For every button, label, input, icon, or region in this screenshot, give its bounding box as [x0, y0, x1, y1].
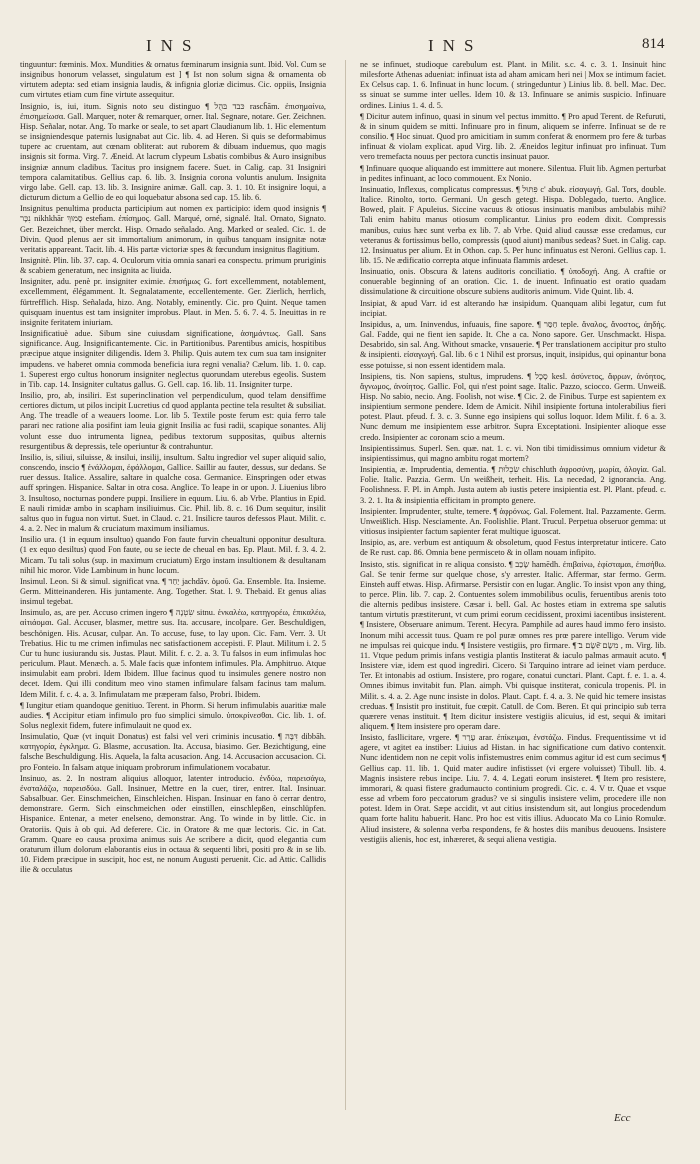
- dictionary-entry: Insisto, stis. significat in re aliqua consisto. ¶ שָׂכַב hamēdh. ἐπιβαίνω, ἐφίσταμαι, ἐπισήθω. Gal. Se tenir ferme sur quelque chose, s'y arrester. Italic. Affermar, star fermo. Germ. Einsteh auff etwas. Hisp. Afirmarse. Persistir con en lugar. Anglic. To insist vpon any thing, to perce. Plin. lib. 7. cap. 2. Contuentes solem immobilibus oculis, feruentibus arenis toto die alternis pedibus insistere. Cæsar i. bell. Gal. Ac hostes etiam in extrema spe salutis tantum virtutis præstiterunt, vt cum primi eorum cecidissent, proximi iacentibus insisterent. ¶ Insistere, Obseruare animum. Terent. Hecyra. Pamphile ad aures haud immo fero insisto. Inonum mihi accessit tuus. Quam re pol puræ omnes res prœ parere intelligo. Verum vide ne impulsas rei quicque indu. ¶ Insistere vestigiis, pro firmare. ¶ שָׂם ב̄ē̄ מִשָׂם , m. Virg. lib. 11. Vtque pedum primis infans vestigia plantis Institerat & iaculo palmas armauit acuto. ¶ Insistere viæ, idem est quod ingrediri. Cicero. Si Tarquino intrare ad ieinet viam perduce. Ter. Et intonabis ad ostium. Insistere, pro rogare, conatui cunctari. Plant. Capt. f. e. 1. a. 4. Omnes ibimus invitabit fun. Plan. aimph. Vbi quisque institerat, conicula tropenis. Pl. in Milit. s. 4. a. 2. Age nunc insiste in dolos. Plaut. Capt. f. 4. a. 3. Ne quid hic temere insistas creduas. ¶ Insistit pro instituit, fue cœpit. Catull. de Com. Beren. Et qui principio sub terra quærere venas instituit. ¶ Item dicitur insistere vestigiis alicuius, id est, sequi & imitari aliquem. ¶ Item insistere pro operam dare.: [360, 559, 667, 731]
- dictionary-entry: Insilio, pro, ab, insiliri. Est superinclination vel perpendiculum, quod telam densiffime certiores dictum, ut pilos incipit Lucretius cd quod applanta pectine tela resultet & subsiliat. Ang. The treadle of a weauers loome. Lor. lib 5. Textile poste ferum est: quia ferro tale parari nec ratione alia posifint iam leuia gignit Insilia ac fusi radii, scapique sonantes. Alij volunt esse duo intrumenta lignea, pedibus textorum suppositas, quibus alternis resurgentibus & depressis, tele operiuntur & contrahuntur.: [20, 391, 326, 451]
- catchword: Ecc: [614, 1112, 631, 1124]
- left-column: [20, 60, 326, 876]
- dictionary-entry: Insisto, fasllicitare, vrgere. ¶ עָרַר arar. ἐπίκειμαι, ἐνστάζω. Findus. Frequentissime vt id agere, vt agitet ea instiber: Liuius ad Histan. in hac significatione cum dativo contenxit. Nunc identidem non ne cepit volis infistemustres enim commus agitur id est cum secimus ¶ Gellius cap. 11. lib. 1. Quid mater audire infistisset (vi ergere voluisset) Tibull. lib. 4. Magnis insistere rebus incipe. Liu. 7. 4. 4. Legati eorum insisteret. ¶ Item pro resistere, immorari, & quasi fistere gradumaucto continium progredi. Cic. c. 4. V tr. Quae et vsque esse ad vrbem foro peccatorum gradus? ve si singulis insistere velim, procedere ille non potest. Idem in Orat. Sæpe accidit, vt aut citius insistendum sit, aut longius procedendum quam forte halitu habuerit. Hanc. Pro hoc est vitis illius. Aduocato Ma co Linio Romulœ. Aliud insistere, & solenna verba respondens, fe & hostes diis manibus deuouens. Insistere vestigiis alienis, hoc est, inhæreret, & sequi aliena vestigia.: [360, 733, 666, 844]
- right-column: [360, 60, 666, 846]
- dictionary-entry: Insimulatio, Quæ (vt inquit Donatus) est falsi vel veri criminis incusatio. ¶ דִּבָּה dibbāh. κατηγορία, ἐγκλημα. G. Blasme, accusation. Ita. Accusa, biasimo. Ger. Bezichtigung, eine falsche Beschuldigung. His. Aquela, la falta acusacion. Ang. 14. Accusacion accusacion. Ci. pro Fonteio. In falsam atque iniquam probrorum infimulationem vocabatur.: [20, 732, 326, 772]
- dictionary-entry: ¶ Infinuare quoque aliquando est immittere aut monere. Silentua. Fluit lib. Agmen perturbat in pedites infinuant, ac loco commouent. Ex Nonio.: [360, 163, 666, 183]
- dictionary-entry: Insipienter. Imprudenter, stulte, temere. ¶ ἀφρόνως. Gal. Folement. Ital. Pazzamente. Germ. Unweißlich. Hisp. Nesciamente. An. Foolishlie. Plant. Trucul. Perpetua obseruor gemma: ut vitiosus insipienter factum sapienter ferat multique iguoscat.: [360, 506, 666, 537]
- dictionary-entry: Insipidus, a, um. Ininvendus, infuauis, fine sapore. ¶ חַסַּר teple. ἄναλος, ἄνοστος, ἀηδής. Gal. Fadde, qui ne fient ien sapide. It. Che a ca. Nono sapore. Ger. Unschmackt. Hispa. Desabrido, sin sal. Ang. Without smacke, vnsauerie. ¶ Per translationem accipitur pro stulto & insipienti. εἰσαγωγή. Gal. lib. 6 c 1 Nihil est prorsus, inquit, insipidus, qui opinantur bona esse potuisse, si non essent identidem mala.: [360, 319, 666, 370]
- dictionary-entry: Insignitè. Plin. lib. 37. cap. 4. Oculorum vitia omnia sanari ea conspectu. primum pruriginis & scabiem generatum, nec insignita ac liuida.: [20, 255, 326, 276]
- dictionary-entry: Insipio, as, are. verbum est antiquum & obsoletum, quod Festus interpretatur inticere. Cato de Re rust. cap. 86. Omnia bene permisceto & in ollam nouam infipito.: [360, 538, 666, 558]
- dictionary-entry: ¶ Dicitur autem infinuo, quasi in sinum vel pectus immitto. ¶ Pro apud Terent. de Refuruti, & in sinum quidem se mitti. Infinuare pro in finum, aliquem se inferre. Infinuat se de re consilio. ¶ Hoc sinuat. Quod pro amicitiam in summ conferat & enormem pro fere & turbas infinuat & violam explicat. apud Virg. lib. 2. Æneidos legitur infinuat pro infinuat. Tum vero tremefacta nouus per pectora cunctis insinuat pauor.: [360, 111, 666, 162]
- dictionary-entry: Insipientissimus. Superl. Sen. quæ. nat. 1. c. vi. Non tibi timidissimus omnium videtur & insipientissimus, qui magno ambitu rogat mortem?: [360, 443, 666, 463]
- dictionary-entry: Insignitus penultima producta participium aut nomen ex participio: idem quod insignis ¶ נִכָּר nikhkhār סָמוּךְ esteh̄am. ἐπίσημος. Gall. Marqué, orné, signalé. Ital. Ornato, Signato. Ger. Bezeichnet, über merckt. Hisp. Ornado señalado. Ang. Marked or sealed. Cic. 1. de Divin. Quod plenus aer sit immortalium animorum, in quibus tanquam insignitæ notæ veritatis appareant. Tacit. lib. 4. His partæ victoriæ spes & fœcundum insignitus flagitium.: [20, 204, 326, 254]
- page-number: 814: [642, 36, 665, 52]
- dictionary-entry: Insipientia, æ. Imprudentia, dementia. ¶ שִׂכְלוּת chischluth ἀφροσύνη, μωρία, ἀλογία. Gal. Folie. Italic. Pazzia. Germ. Un weißheit, terheit. His. La necedad, 2 ignorancia. Ang. Foolishness. F. Pl. in Amph. Justa autem ab iustis petere insipientia est. Pl. Plant. pfeud. c. 3. 2. 1. Ita & insipientia efficitam in prompto genere.: [360, 465, 666, 505]
- column-divider: [345, 60, 346, 1110]
- dictionary-entry: Insilio, is, siliui, siluisse, & insilui, insilij, insultum. Saltu ingredior vel super aliquid salio, conscendo, inscio ¶ ἐνάλλομαι, ἐφάλλομαι, Gallice. Saillir au fauter, dessus, sur dedans. Se ruer dessus. Italice. Assalire, saltare in qualche cosa. Germanice. Einspringen oder etwas auff springen. Hispanice. Saltar in otra cosa. Anglice. To leape in or upon. J. Liuenius libro 3. Insultoso, nocturnas pondere puppi. Insiliere in equum. Liu. 6. ab Vrbe. Plantius in Epid. E nauli rimidæ ambo in scapham insiliuimus. Cic. Phil. lib. 8. c. 16 Dum sequitur, insilit saltus quo in fugua non virtut. Suet. in Claud. c. 21. Insilicre tauros defessos Plaut. Milit. c. 4. a. 2. Nec in malum & cruciatum maximum insiliamus.: [20, 452, 326, 534]
- dictionary-entry: Insinuatio, onis. Obscura & latens auditoris conciliatio. ¶ ὑποδοχή. Ang. A craftie or conuerable beginning of an oration. Cic. 1. de inuent. Infinuatio est oratio quadam dissimulatione & circuitione obscure subiens auditoris animum. Vide Quint. lib. 4.: [360, 267, 666, 297]
- dictionary-entry: Insinuatio, Inflexus, complicatus compressus. ¶ פִּתּוּל c' abuk. εἰσαγωγή. Gal. Tors, double. Italice. Rinolto, torto. Germani. Un gesch getegt. Hispa. Doblegado, tuerto. Anglice. Bowed, plait. F Apuleius. Siccine vacuus & otiosus insinuatis manibus ambulabis mihi? Tali enim habitu manus otiosum complicantur. Linius pro eodem dixit. Compressis manibus, cuius hæc sunt verba ex lib. 7. ab Vrbe. Quid aliud caussæ esse credamus, cur veteranus & fortissimus bello, compressis (quod aiunt) manibus sedeas? Suet. in Calig. cap. 12. Insinuatus per alium. Et in Othon. cap. 5. Per hunc infinuatus est Neroni. Gellius cap. 1. lib. 15. Ne ædificatio correpta atque infinuata flammis ardeset.: [360, 184, 666, 265]
- dictionary-entry: Insigniter, adu. penè pr. insigniter eximie. ἐπισήμως G. fort excellemment, notablement, excellemment, élégamment. It. Segnalatamente, eccellentemente. Ger. Zierlich, herrlich, fürtrefflich. Hisp. Señalada, hizo. Ang. Notably, eminently. Cic. pro Quint. Neque tamen quisquam inuentus est tam insigniter improbus. Plaut. in Men. 5. 6. 7. 4. 5. Ineuittas in re insignite feritatem iniuriam.: [20, 277, 326, 327]
- dictionary-entry: Insimulo, as, are per. Accuso crimen ingero ¶ שִׂטְנָה sitnu. ἐνκαλέω, κατηγορέω, ἐπικαλέω, αἰτιάομαι. Gal. Accuser, blasmer, mettre sus. Ita. accusare, incolpare. Ger. Beschuldigen, beschönigen. His. Acusar, culpar. An. To accuse, fuse, to lay upon. Cic. Fam. Verr. 3. Ut Trebatius. Hic tu me crimen infimulas nec satisfactionem accepisti. F. Plaut. Militum i. 2. 5 Cur tu hunc iusiurandu sis. Justas. Plaut. Milit. f. c. 2. a. 3. Tu falsos in eum infimulas hoc periculum. Plaut. Menæch. a. 5. Male facis quæ infontem infimules. Pla. Amphitruo. Atque insimulabit eam probri. Idem Ibidem. Illue facinus quod tu insimules genere nostro non decet. Idem. Qui illi conditum meo vino stamen infimulare falsam facinus tam malum. Idem Milit. f. c. 4. a. 3. Infimulatam me præperam falso, Probri. Ibidem.: [20, 608, 326, 699]
- dictionary-entry: Insipiens, tis. Non sapiens, stultus, imprudens. ¶ סָכָל kesl. ἀσύνετος, ἄφρων, ἀνόητος, ἄγνωμος, ἀνοίητος. Gallic. Fol, qui n'est point sage. Italic. Pazzo, sciocco. Germ. Unweiß. Hisp. No sabio, necio. Ang. Foolish, not wise. ¶ Cic. 2. de Finibus. Turpe est sapientem ex insipientium sermone pendere. Idem de Amicit. Nihil insipiente fortuna intolerabilius fieri potest. Plaut. pfeud. f. 3. c. 3. Sunne ego insipiens qui sollus loquor. Idem Milit. f. 6 a. 3. Nunc demum me insipientem esse arbitror. Supra Exceptationi. Insipienter alioque esse credo. Insipienter ac coronam scio a meum.: [360, 371, 667, 442]
- dictionary-entry: ne se infinuet, studioque carebulum est. Plant. in Milit. s.c. 4. c. 3. 1. Insinuit hinc milesforte Athenas adueniat: infinuat ista ad aham amicam heri nei | Mox se intimum faciet. Ex Celsus cap. 1. 6. Infinuat in hunc locum. ( stringeduntur ) Linius lib. 8. bell. Mac. Dec. ss sinuat se summe inter uelles. Idem 10. & 13. Infinuare se animis suspicio. Infinuare ordines. Linius 1. 4. d. 5.: [360, 60, 666, 110]
- dictionary-entry: Insilio ura. (1 in equum insultuo) quando Fon faute furvin cheualtuni opponitur desultura. (1 ex equo desiltus) quod Fon faute, ou se iecte de cheual en bas. Ep. Plaut. Mil. f. 3. 4. 2. Micam. Tu tali solus (sup. in maximum cruciatum) Ergo instam insultionem & desultanam nihil hic moror. Vide Lambinum in hunc locum.: [20, 535, 326, 575]
- dictionary-entry: Insignio, is, iui, itum. Signis noto seu distinguo ¶ כּבד בּהֻל rasch̄ām. ἐπισημαίνω, ἐπισημείωσα. Gall. Marquer, noter & remarquer, orner. Ital. Segnare, notare. Ger. Zeichnen. Hisp. Señalar, notar. Ang. To marke or seale, to set apart Claudianum lib. 1. Hic elementum se insigniendesque paternis lusignabat aut Cic. lib. 4. ad Heren. Si quis se deformabimus tupere ac cruentam, aut cœnam obliterat: aut ruborem & dibuam induemus, quo magis insignis sit forma. Virg. 7. Æneid. At lacrum clypeum Lsbatis combibus & Auro insignibus insigniæ annum cladibus. Tacitus pro insignem facere. Suet. in Calig. cap. 31 Insigniri tempora calamitatibus. Gellius cap. 6. lib. 3. Insignia corona voluntis anulum. Insignita virgo labe. Gell. cap. 13. lib. 3. Insignire animæ. Gall. cap. 3. 1. 10. Et insignire loqui, a dicturum dictum a Gellio de eo qui loquebatur absona sed cap. 15. lib. 6.: [20, 101, 326, 203]
- dictionary-entry: ¶ Iungitur etiam quandoque genitiuo. Terent. in Phorm. Si herum infimulabis auaritiæ male audies. ¶ Accipitur etiam infimulo pro fuo simplici simulo. ὑποκρίνεσθαι. Cic. lib. 1. of. Solus neglexit fidem, futere infimulauit ne quod ex.: [20, 700, 326, 730]
- running-head-right: INS: [428, 36, 483, 55]
- dictionary-entry: Insimul. Leon. Si & simul. significat vna. ¶ יַחַד jachdāv. ὁμοῦ. Ga. Ensemble. Ita. Insieme. Germ. Mitteinanderen. His juntamente. Ang. Together. Stat. l. 9. Thebaid. Et genus alias insimul tegebat.: [20, 576, 326, 607]
- dictionary-entry: tinguuntur: fœminis. Mox. Mundities & ornatus fœminarum insignia sunt. Ibid. Vol. Cum se insignibus honorum velasset, singulatum est ] ¶ Ist non solum signa & ornamenta ob virtutem adepta: sed etiam insignia laudis, & infignia gloriæ dicimus. Cic. oppiis, Insignia cum virtutes etiam cum fine virtute assequitur.: [20, 60, 326, 100]
- dictionary-entry: Insinuo, as. 2. In nostram aliquius alloquor, latenter introducio. ἐνδύω, παρεισάγω, ἐνσταλάζω, παρεισδύω. Gall. Insinuer, Mettre en la cuer, tirer, entrer. Ital. Insinuar. Sabsalbuar. Ger. Einschmeichen, Einschleichen. Hispan. Insinuar en fano ò cerrar dentro, demonstrare. Germ. Sich einschmeichen oder einstillen, einschlepßen, einschlüpfen. Hispanice. Entenar, a meter enelseno, demonstrar. Ang. To winde in by little. Cic. in Oratoriis. Quis à ob qui. Ad deferere. Cic. in Oratore & me quæ lectoris. Cic. in Cat. Gramm. Quare eo causa proxima animus suis Ae scribere a dicit, quod elegantia cum oraturum illum dolorum elaborantis eius in octaua & sequenti libri, positi pro & in se lib. 10. Fidem præcipue in suscipit, hoc est, ne nonum Augusti peruenit. Cic. ad Attic. Callidis ilie & occulatus: [20, 773, 326, 875]
- dictionary-entry: Insignificatiuè adue. Sibum sine cuiusdam significatione, ἀσημάντως. Gall. Sans significance. Aug. Insignificantemente. Cic. in Partitionibus. Parentibus amicis, hospitibus præcipue atque insigniter diligendis. Idem 3. Philip. Quis autem tex cum sua tam insigniter impudens. ve haberet omnia commoda beneficia iura regni venalia? Cælum. lib. 1. 0. cap. 1. Superest ergo cultus honorum insigniter neglectus quorundam uterebus egeolis. Sustem in Tib. cap. 14. Insigniter cultatus gallus. G. Gell. cap. 16. lib. 11. Insigniter turpe.: [20, 329, 326, 389]
- running-head-left: INS: [146, 36, 201, 55]
- dictionary-entry: Insipiat, & apud Varr. id est alterando hæ insipidum. Quanquam alibi legatur, cum fut incipiat.: [360, 298, 666, 318]
